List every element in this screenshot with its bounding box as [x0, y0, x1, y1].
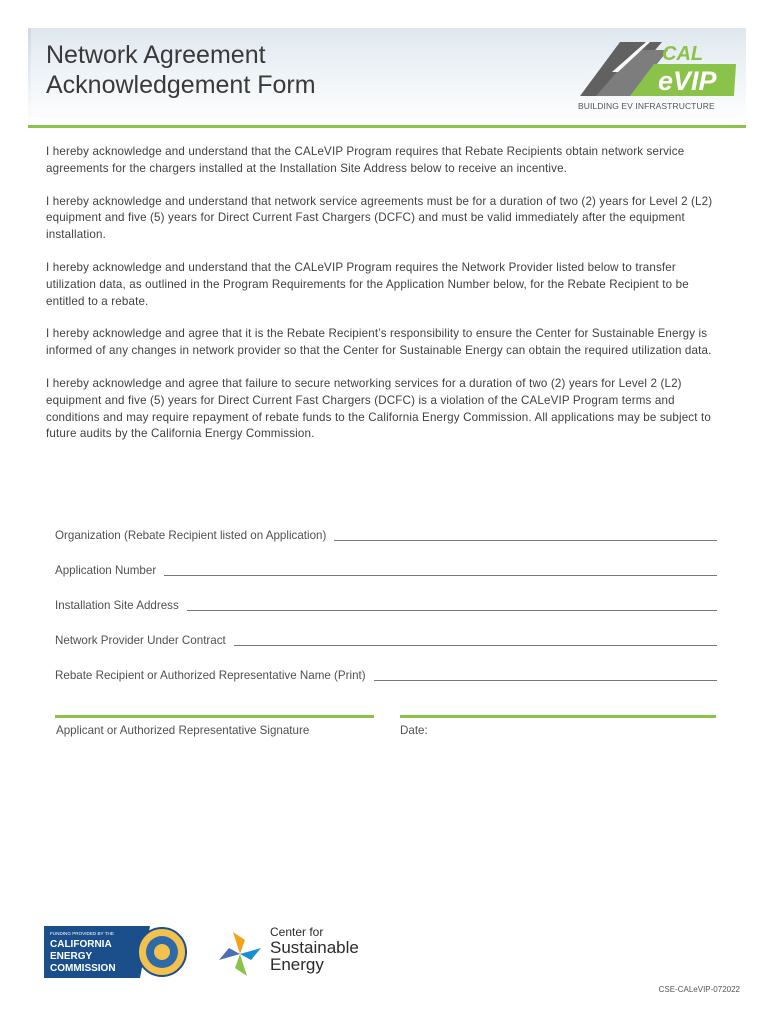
page-title: [46, 40, 466, 100]
logo-tagline: BUILDING EV INFRASTRUCTURE: [578, 101, 715, 111]
logo-main-text: eVIP: [658, 66, 717, 96]
application-number-field: [55, 544, 717, 579]
paragraph: I hereby acknowledge and understand that the CALeVIP Program requires that Rebate Recipients obtain network service agreements for the chargers installed at the Installation Site Address below to receive an incentive.: [46, 145, 685, 175]
application-number-label: Application Number: [55, 564, 157, 577]
network-provider-label: Network Provider Under Contract: [55, 634, 226, 647]
signature-label: Applicant or Authorized Representative Signature: [56, 724, 310, 737]
installation-site-field: [55, 579, 717, 614]
representative-name-input[interactable]: [374, 679, 717, 681]
logo-top-text: CAL: [662, 43, 704, 65]
form-fields: [55, 509, 717, 684]
center-for-sustainable-energy-logo: [215, 926, 265, 982]
representative-name-label: Rebate Recipient or Authorized Representative Name (Print): [55, 669, 366, 682]
cse-line-3: Energy: [270, 955, 324, 974]
organization-label: Organization (Rebate Recipient listed on Application): [55, 529, 327, 542]
application-number-input[interactable]: [164, 574, 717, 576]
organization-field: [55, 509, 717, 544]
california-energy-commission-logo: [44, 926, 188, 978]
cec-funding-text: FUNDING PROVIDED BY THE: [50, 931, 114, 936]
title-line-1: Network Agreement: [46, 41, 266, 69]
date-input[interactable]: [400, 715, 716, 718]
paragraph: I hereby acknowledge and agree that it is the Rebate Recipient’s responsibility to ensure the Center for Sustainable Energy is informed of any changes in network provider so that the Center for Sustainable Energy can obtain the required utilization data.: [46, 327, 712, 358]
organization-input[interactable]: [334, 539, 717, 541]
cse-line-1: Center for: [270, 925, 324, 939]
cec-line-2: ENERGY: [50, 951, 93, 962]
network-provider-field: [55, 614, 717, 649]
title-line-2: Acknowledgement Form: [46, 71, 316, 99]
date-label: Date:: [400, 724, 428, 737]
paragraph: I hereby acknowledge and understand that network service agreements must be for a duration of two (2) years for Level 2 (L2) equipment and five (5) years for Direct Current Fast Chargers (DCFC) and must be valid immediately after the equipment installation.: [46, 194, 713, 242]
paragraph: I hereby acknowledge and understand that the CALeVIP Program requires the Network Provider listed below to transfer utilization data, as outlined in the Program Requirements for the Application Number below, for the Rebate Recipient to be entitled to a rebate.: [46, 260, 689, 308]
installation-site-input[interactable]: [187, 609, 717, 611]
cse-line-2: Sustainable: [270, 938, 359, 957]
cec-line-3: COMMISSION: [50, 963, 116, 974]
network-provider-input[interactable]: [234, 644, 717, 646]
installation-site-label: Installation Site Address: [55, 599, 179, 612]
acknowledgement-text: [46, 144, 726, 459]
document-code: CSE-CALeVIP-072022: [658, 985, 740, 994]
pinwheel-icon: [233, 932, 245, 954]
cse-wordmark: [270, 926, 359, 973]
paragraph: I hereby acknowledge and agree that failure to secure networking services for a duration of two (2) years for Level 2 (L2) equipment and five (5) years for Direct Current Fast Chargers (DCFC) is a violation of the CALeVIP Program terms and conditions and may require repayment of rebate funds to the California Energy Commission. All applications may be subject to future audits by the California Energy Commission.: [46, 376, 711, 441]
cec-line-1: CALIFORNIA: [50, 939, 112, 950]
signature-input[interactable]: [55, 715, 374, 718]
representative-name-field: [55, 649, 717, 684]
